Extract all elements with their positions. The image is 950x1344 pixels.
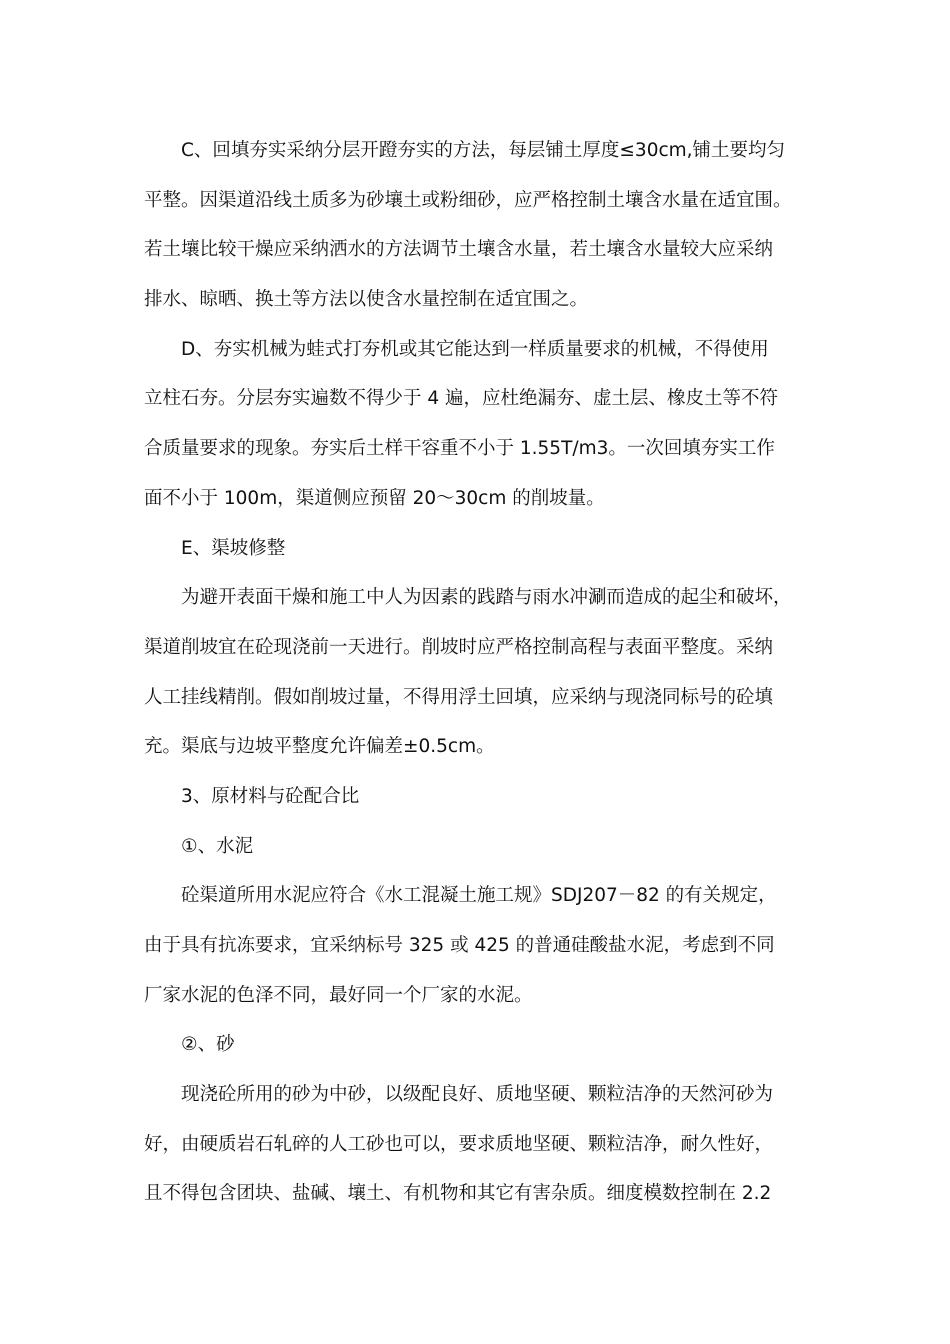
text-line: E、渠坡修整 bbox=[181, 537, 286, 559]
text-line: 合质量要求的现象。夯实后土样干容重不小于 1.55T/m3。一次回填夯实工作 bbox=[144, 438, 775, 460]
text-line: 砼渠道所用水泥应符合《水工混凝土施工规》SDJ207－82 的有关规定， bbox=[181, 885, 777, 907]
text-line: 且不得包含团块、盐碱、壤土、有机物和其它有害杂质。细度模数控制在 2.2 bbox=[144, 1183, 772, 1205]
text-line: 面不小于 100m，渠道侧应预留 20～30cm 的削坡量。 bbox=[144, 487, 605, 509]
text-line: 平整。因渠道沿线土质多为砂壤土或粉细砂，应严格控制土壤含水量在适宜围。 bbox=[144, 189, 792, 211]
text-line: ②、砂 bbox=[181, 1034, 235, 1056]
text-line: 立柱石夯。分层夯实遍数不得少于 4 遍，应杜绝漏夯、虚土层、橡皮土等不符 bbox=[144, 388, 779, 410]
text-line: 充。渠底与边坡平整度允许偏差±0.5cm。 bbox=[144, 736, 495, 758]
text-line: 渠道削坡宜在砼现浇前一天进行。削坡时应严格控制高程与表面平整度。采纳 bbox=[144, 636, 774, 658]
text-line: 为避开表面干燥和施工中人为因素的践踏与雨水冲涮而造成的起尘和破坏， bbox=[181, 587, 792, 609]
body-text bbox=[144, 126, 814, 1219]
text-line: 3、原材料与砼配合比 bbox=[181, 785, 360, 807]
text-line: C、回填夯实采纳分层开蹬夯实的方法，每层铺土厚度≤30cm,铺土要均匀 bbox=[181, 140, 786, 161]
text-line: 现浇砼所用的砂为中砂，以级配良好、质地坚硬、颗粒洁净的天然河砂为 bbox=[181, 1084, 774, 1106]
text-line: 厂家水泥的色泽不同，最好同一个厂家的水泥。 bbox=[144, 984, 533, 1006]
text-line: D、夯实机械为蛙式打夯机或其它能达到一样质量要求的机械，不得使用 bbox=[181, 338, 769, 360]
text-line: 排水、晾晒、换土等方法以使含水量控制在适宜围之。 bbox=[144, 289, 589, 311]
text-line: 人工挂线精削。假如削坡过量，不得用浮土回填，应采纳与现浇同标号的砼填 bbox=[144, 686, 774, 708]
text-line: 由于具有抗冻要求，宜采纳标号 325 或 425 的普通硅酸盐水泥，考虑到不同 bbox=[144, 935, 775, 956]
text-line: 若土壤比较干燥应采纳洒水的方法调节土壤含水量，若土壤含水量较大应采纳 bbox=[144, 239, 774, 261]
text-line: 好，由硬质岩石轧碎的人工砂也可以，要求质地坚硬、颗粒洁净，耐久性好， bbox=[144, 1133, 774, 1155]
text-line: ①、水泥 bbox=[181, 835, 254, 857]
